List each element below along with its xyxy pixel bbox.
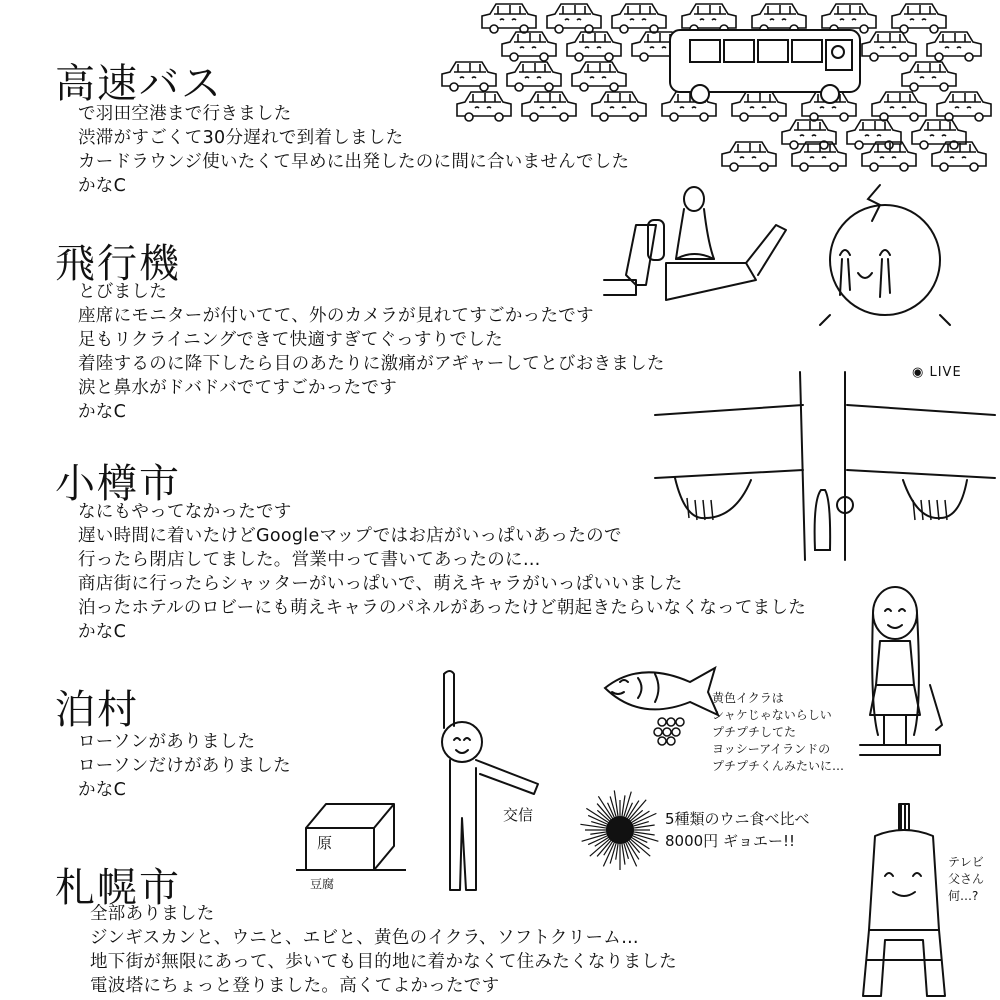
car-icon bbox=[782, 120, 836, 149]
note-line: ヨッシーアイランドの bbox=[712, 742, 831, 756]
car-icon bbox=[892, 4, 946, 33]
heading-otaru: 小樽市 bbox=[55, 461, 181, 507]
car-icon bbox=[862, 32, 916, 61]
uni-tasting-note bbox=[665, 808, 810, 852]
text-line: 涙と鼻水がドバドバでてすごかったです bbox=[78, 378, 397, 398]
fish-drawing bbox=[600, 660, 730, 750]
note-line: 8000円 ギョエー!! bbox=[665, 832, 795, 850]
note-line: 黄色イクラは bbox=[712, 691, 784, 705]
car-icon bbox=[822, 4, 876, 33]
car-icon bbox=[927, 32, 981, 61]
car-icon bbox=[612, 4, 666, 33]
text-line: ローソンだけがありました bbox=[78, 756, 291, 776]
record-dot-icon: ◉ bbox=[912, 365, 925, 380]
text-line: で羽田空港まで行きました bbox=[78, 104, 292, 124]
section-airplane-text bbox=[78, 280, 665, 424]
car-icon bbox=[792, 142, 846, 171]
section-otaru-text bbox=[78, 500, 806, 644]
note-line: 5種類のウニ食べ比べ bbox=[665, 810, 810, 828]
waving-figure-drawing bbox=[420, 668, 540, 898]
text-line: カードラウンジ使いたくて早めに出発したのに間に合いませんでした bbox=[78, 152, 630, 172]
text-line: 地下街が無限にあって、歩いても目的地に着かなくて住みたくなりました bbox=[90, 952, 677, 972]
live-label: LIVE bbox=[929, 365, 962, 380]
car-icon bbox=[872, 92, 926, 121]
car-icon bbox=[442, 62, 496, 91]
note-line: プチプチしてた bbox=[712, 725, 797, 739]
car-icon bbox=[932, 142, 986, 171]
car-icon bbox=[732, 92, 786, 121]
heading-sapporo: 札幌市 bbox=[55, 865, 181, 911]
car-icon bbox=[567, 32, 621, 61]
tofu-box-drawing bbox=[296, 800, 426, 880]
tv-tower-drawing bbox=[855, 800, 955, 1000]
tofu-label: 豆腐 bbox=[310, 877, 335, 891]
note-line: 父さん bbox=[948, 872, 985, 886]
car-icon bbox=[547, 4, 601, 33]
moe-character-panel-drawing bbox=[850, 585, 960, 765]
text-line: かなC bbox=[78, 622, 127, 642]
section-sapporo-text bbox=[90, 902, 677, 998]
car-icon bbox=[482, 4, 536, 33]
heading-airplane: 飛行機 bbox=[55, 241, 181, 287]
heading-tomari: 泊村 bbox=[55, 687, 139, 733]
car-icon bbox=[912, 120, 966, 149]
text-line: なにもやってなかったです bbox=[78, 502, 292, 522]
text-line: ローソンがありました bbox=[78, 732, 256, 752]
car-icon bbox=[572, 62, 626, 91]
text-line: 全部ありました bbox=[90, 904, 215, 924]
note-line: シャケじゃないらしい bbox=[712, 708, 832, 722]
text-line: とびました bbox=[78, 282, 167, 302]
highway-bus-icon bbox=[670, 30, 860, 103]
car-icon bbox=[902, 62, 956, 91]
text-line: かなC bbox=[78, 780, 127, 800]
box-character: 原 bbox=[317, 834, 333, 852]
live-indicator bbox=[912, 364, 962, 381]
text-line: かなC bbox=[78, 176, 127, 196]
section-tomari-text bbox=[78, 730, 291, 802]
text-line: 遅い時間に着いたけどGoogleマップではお店がいっぱいあったので bbox=[78, 526, 622, 546]
car-icon bbox=[502, 32, 556, 61]
section-highway-bus-text bbox=[78, 102, 629, 198]
text-line: 足もリクライニングできて快適すぎてぐっすりでした bbox=[78, 330, 503, 350]
sea-urchin-drawing bbox=[570, 780, 670, 880]
urchin-body bbox=[606, 816, 634, 844]
car-icon bbox=[722, 142, 776, 171]
text-line: 座席にモニターが付いてて、外のカメラが見れてすごかったです bbox=[78, 306, 594, 326]
heading-highway-bus: 高速バス bbox=[55, 61, 223, 107]
text-line: ジンギスカンと、ウニと、エビと、黄色のイクラ、ソフトクリーム… bbox=[90, 928, 639, 948]
tv-father-note bbox=[948, 854, 984, 905]
car-icon bbox=[682, 4, 736, 33]
yellow-ikura-note bbox=[712, 690, 844, 775]
text-line: 商店街に行ったらシャッターがいっぱいで、萌えキャラがいっぱいいました bbox=[78, 574, 683, 594]
text-line: 泊ったホテルのロビーにも萌えキャラのパネルがあったけど朝起きたらいなくなってました bbox=[78, 598, 807, 618]
crying-face-drawing bbox=[820, 185, 960, 335]
note-line: テレビ bbox=[948, 855, 984, 869]
text-line: 着陸するのに降下したら目のあたりに激痛がアギャーしてとびおきました bbox=[78, 354, 665, 374]
car-icon bbox=[937, 92, 991, 121]
text-line: 渋滞がすごくて30分遅れで到着しました bbox=[78, 128, 404, 148]
car-icon bbox=[507, 62, 561, 91]
reclining-seat-drawing bbox=[596, 185, 796, 315]
text-line: かなC bbox=[78, 402, 127, 422]
text-line: 電波塔にちょっと登りました。高くてよかったです bbox=[90, 976, 500, 996]
koushin-label: 交信 bbox=[503, 806, 534, 824]
note-line: 何…? bbox=[948, 889, 979, 903]
car-icon bbox=[752, 4, 806, 33]
note-line: プチプチくんみたいに… bbox=[712, 759, 845, 773]
text-line: 行ったら閉店してました。営業中って書いてあったのに… bbox=[78, 550, 541, 570]
